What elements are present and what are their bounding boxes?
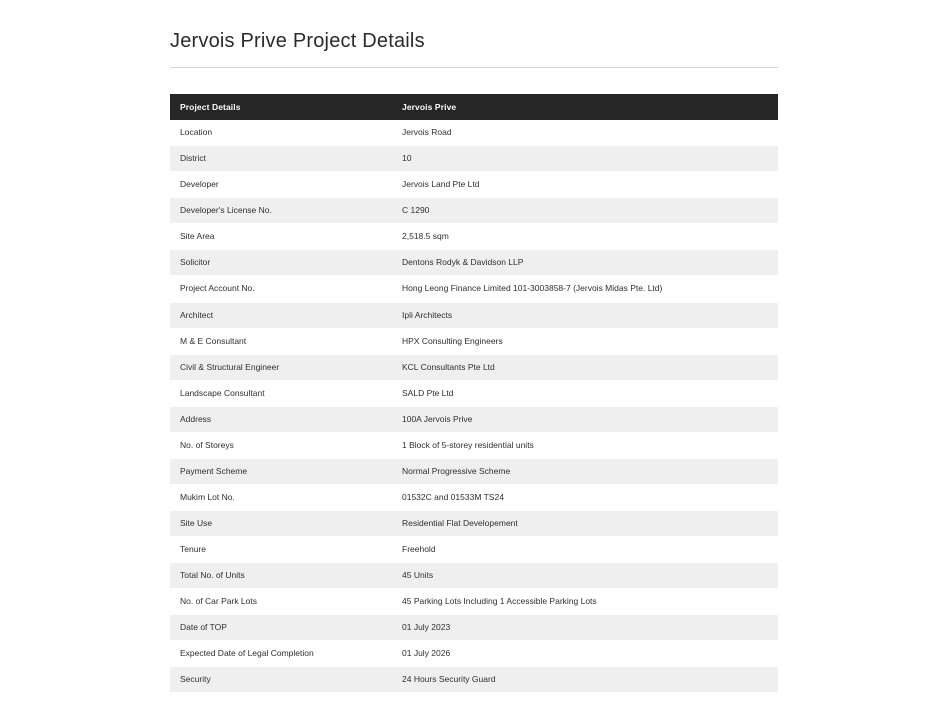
row-value: 01 July 2023: [392, 615, 778, 641]
row-label: Security: [170, 667, 392, 693]
row-value: KCL Consultants Pte Ltd: [392, 354, 778, 380]
row-value: 01 July 2026: [392, 641, 778, 667]
table-row: [170, 510, 778, 536]
row-value: Hong Leong Finance Limited 101-3003858-7 (Jervois Midas Pte. Ltd): [392, 276, 778, 302]
table-header-row: [170, 94, 778, 120]
table-row: [170, 380, 778, 406]
table-row: [170, 432, 778, 458]
table-row: [170, 458, 778, 484]
row-value: Residential Flat Developement: [392, 510, 778, 536]
table-row: [170, 172, 778, 198]
table-row: [170, 328, 778, 354]
row-label: Payment Scheme: [170, 458, 392, 484]
row-label: Expected Date of Legal Completion: [170, 641, 392, 667]
table-row: [170, 224, 778, 250]
table-row: [170, 146, 778, 172]
row-label: No. of Car Park Lots: [170, 589, 392, 615]
table-row: [170, 120, 778, 146]
row-label: Date of TOP: [170, 615, 392, 641]
row-label: Developer's License No.: [170, 198, 392, 224]
table-row: [170, 667, 778, 693]
project-details-table: [170, 94, 778, 693]
table-row: [170, 484, 778, 510]
row-value: HPX Consulting Engineers: [392, 328, 778, 354]
row-label: No. of Storeys: [170, 432, 392, 458]
row-label: Address: [170, 406, 392, 432]
row-label: Civil & Structural Engineer: [170, 354, 392, 380]
row-label: Tenure: [170, 536, 392, 562]
document-content: [170, 22, 778, 693]
row-value: 100A Jervois Prive: [392, 406, 778, 432]
table-row: [170, 589, 778, 615]
table-body: [170, 120, 778, 693]
row-value: 2,518.5 sqm: [392, 224, 778, 250]
page-title: Jervois Prive Project Details: [170, 30, 425, 52]
row-label: Site Area: [170, 224, 392, 250]
row-value: 10: [392, 146, 778, 172]
title-divider: [170, 67, 778, 68]
row-value: Dentons Rodyk & Davidson LLP: [392, 250, 778, 276]
row-label: M & E Consultant: [170, 328, 392, 354]
row-label: Total No. of Units: [170, 562, 392, 588]
table-row: [170, 250, 778, 276]
table-row: [170, 615, 778, 641]
table-row: [170, 562, 778, 588]
table-row: [170, 276, 778, 302]
table-row: [170, 354, 778, 380]
row-value: Ipli Architects: [392, 302, 778, 328]
row-value: 01532C and 01533M TS24: [392, 484, 778, 510]
table-row: [170, 536, 778, 562]
table-row: [170, 641, 778, 667]
row-label: Landscape Consultant: [170, 380, 392, 406]
row-value: 24 Hours Security Guard: [392, 667, 778, 693]
row-value: C 1290: [392, 198, 778, 224]
table-header: [170, 94, 778, 120]
table-row: [170, 406, 778, 432]
row-value: SALD Pte Ltd: [392, 380, 778, 406]
table-row: [170, 198, 778, 224]
row-label: Site Use: [170, 510, 392, 536]
row-label: Location: [170, 120, 392, 146]
row-value: 45 Parking Lots Including 1 Accessible Parking Lots: [392, 589, 778, 615]
table-row: [170, 302, 778, 328]
row-value: Freehold: [392, 536, 778, 562]
row-label: District: [170, 146, 392, 172]
row-value: Jervois Road: [392, 120, 778, 146]
row-value: 45 Units: [392, 562, 778, 588]
row-label: Architect: [170, 302, 392, 328]
row-value: Jervois Land Pte Ltd: [392, 172, 778, 198]
row-label: Mukim Lot No.: [170, 484, 392, 510]
row-value: 1 Block of 5-storey residential units: [392, 432, 778, 458]
row-label: Developer: [170, 172, 392, 198]
row-label: Project Account No.: [170, 276, 392, 302]
row-value: Normal Progressive Scheme: [392, 458, 778, 484]
row-label: Solicitor: [170, 250, 392, 276]
column-header-project-details: Project Details: [170, 94, 392, 120]
column-header-jervois-prive: Jervois Prive: [392, 94, 778, 120]
